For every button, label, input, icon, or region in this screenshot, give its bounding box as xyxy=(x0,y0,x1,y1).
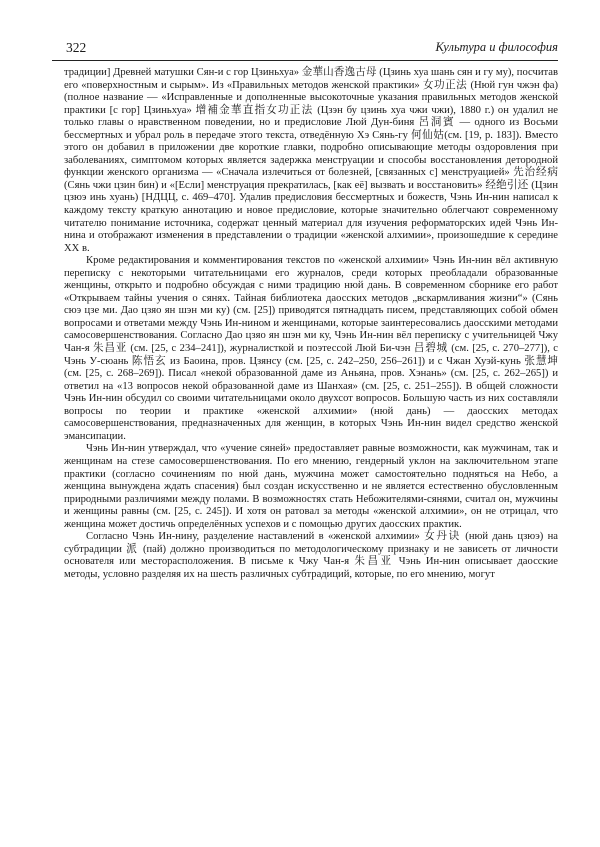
paragraph-2: Кроме редактирования и комментирования текстов по «женской алхимии» Чэнь Ин-нин вёл активную переписку с некоторыми читательницами его журналов, среди которых преобладали образованные женщины, открыто и подробно обсуждая с ними традицию нюй дань. В современном сборнике его работ «Открываем тайны учения о сянях. Тайная библиотека даосских методов „вскармливания жизни“» (Сянь сюэ цзе ми. Дао цзяо ян шэн ми ку) (см. [25]) приводятся пятнадцать писем, представляющих собой обмен вопросами и ответами между Чэнь Ин-нином и женщинами, которые заинтересовались даосскими методами самосовершенствования. Согласно Дао цзяо ян шэн ми ку, Чэнь Ин-нин вёл переписку с учительницей Чжу Чан-я 朱昌亚 (см. [25, с 234–241]), журналисткой и поэтессой Люй Би-чэн 吕碧城 (см. [25, с. 270–277]), с Чэнь У-сюань 陈悟玄 из Баоина, пров. Цзянсу (см. [25, с. 242–250, 256–261]) и с Чжан Хуэй-кунь 张慧坤 (см. [25, с. 268–269]). Писал «некой образованной даме из Аньяна, пров. Хэнань» (см. [25, с. 262–265]) и ответил на «13 вопросов некой образованной даме из Шанхая» (см. [25, с. 251–255]). В общей сложности Чэнь Ин-нин обсудил со своими читательницами около двухсот вопросов. Большую часть из них составляли вопросы по теории и практике «женской алхимии» (нюй дань) — даосских методах самосовершенствования, предназначенных для женщин, в которых Чэнь Ин-нин видел средство женской эмансипации. xyxy=(64,255,558,442)
page-number: 322 xyxy=(66,40,87,55)
paragraph-3: Чэнь Ин-нин утверждал, что «учение сяней» предоставляет равные возможности, как мужчинам, так и женщинам на стезе самосовершенствования. По его мнению, гендерный уклон на заключительном этапе практики (согласно сочинениям по нюй дань, мужчина может самостоятельно подняться на Небо, а женщина вынуждена ждать спасения) был создан искусственно и не является естественно обусловленным природными различиями между полами. В возможностях стать Небожителями-сянями, считал он, мужчины и женщины равны (см. [25, с. 245]). И хотя он ратовал за методы «женской алхимии», он не отрицал, что женщина может достичь определённых успехов и с помощью других даосских практик. xyxy=(64,443,558,530)
running-title: Культура и философия xyxy=(435,40,558,54)
paragraph-1: традиции] Древней матушки Сян-и с гор Цзиньхуа» 金華山香逸古母 (Цзинь хуа шань сян и гу му), посчитав его «поверхностным и сырым». Из «Правильных методов женской практики» 女功正法 (Нюй гун чжэн фа) (полное название — «Исправленные и дополненные высокоточные указания правильных методов женской практики [с гор] Цзиньхуа» 增補金華直指女功正法 (Цзэн бу цзинь хуа чжи чжи), 1880 г.) он удалил не только главы о нравственном поведении, но и предисловие Люй Дун-биня 呂洞賓 — одного из Восьми бессмертных и убрал роль в передаче этого текста, отведённую Хэ Сянь-гу 何仙姑(см. [19, p. 183]). Вместо этого он добавил в приложении две короткие главки, подробно описывающие методы оздоровления при заболеваниях, симптомом которых является задержка менструации и способы восстановления детородной функции женского организма — «Сначала излечиться от болезней, [связанных с] менструацией» 先治经病 (Сянь чжи цзин бин) и «[Если] менструация прекратилась, [как её] вызвать и восстановить» 经绝引还 (Цзин цзюэ инь хуань) [НДЦЦ, с. 469–470]. Удалив предисловия бессмертных и божеств, Чэнь Ин-нин написал к каждому тексту краткую аннотацию и новое предисловие, которые значительно облегчают современному читателю понимание источника, содержат ценный материал для изучения реформаторских идей Чэнь Ин-нина и отображают изменения в представлении о традиции «женской алхимии», произошедшие к середине XX в. xyxy=(64,67,558,254)
body-text xyxy=(64,67,558,581)
paragraph-4: Согласно Чэнь Ин-нину, разделение наставлений в «женской алхимии» 女丹诀 (нюй дань цзюэ) на субтрадиции 派 (пай) должно производиться по методологическому признаку и не зависеть от личности основателя или месторасположения. В письме к Чжу Чан-я 朱昌亚 Чэнь Ин-нин описывает даосские методы, условно разделяя их на шесть различных субтрадиций, которые, по его мнению, могут xyxy=(64,531,558,580)
page-header xyxy=(52,38,558,61)
